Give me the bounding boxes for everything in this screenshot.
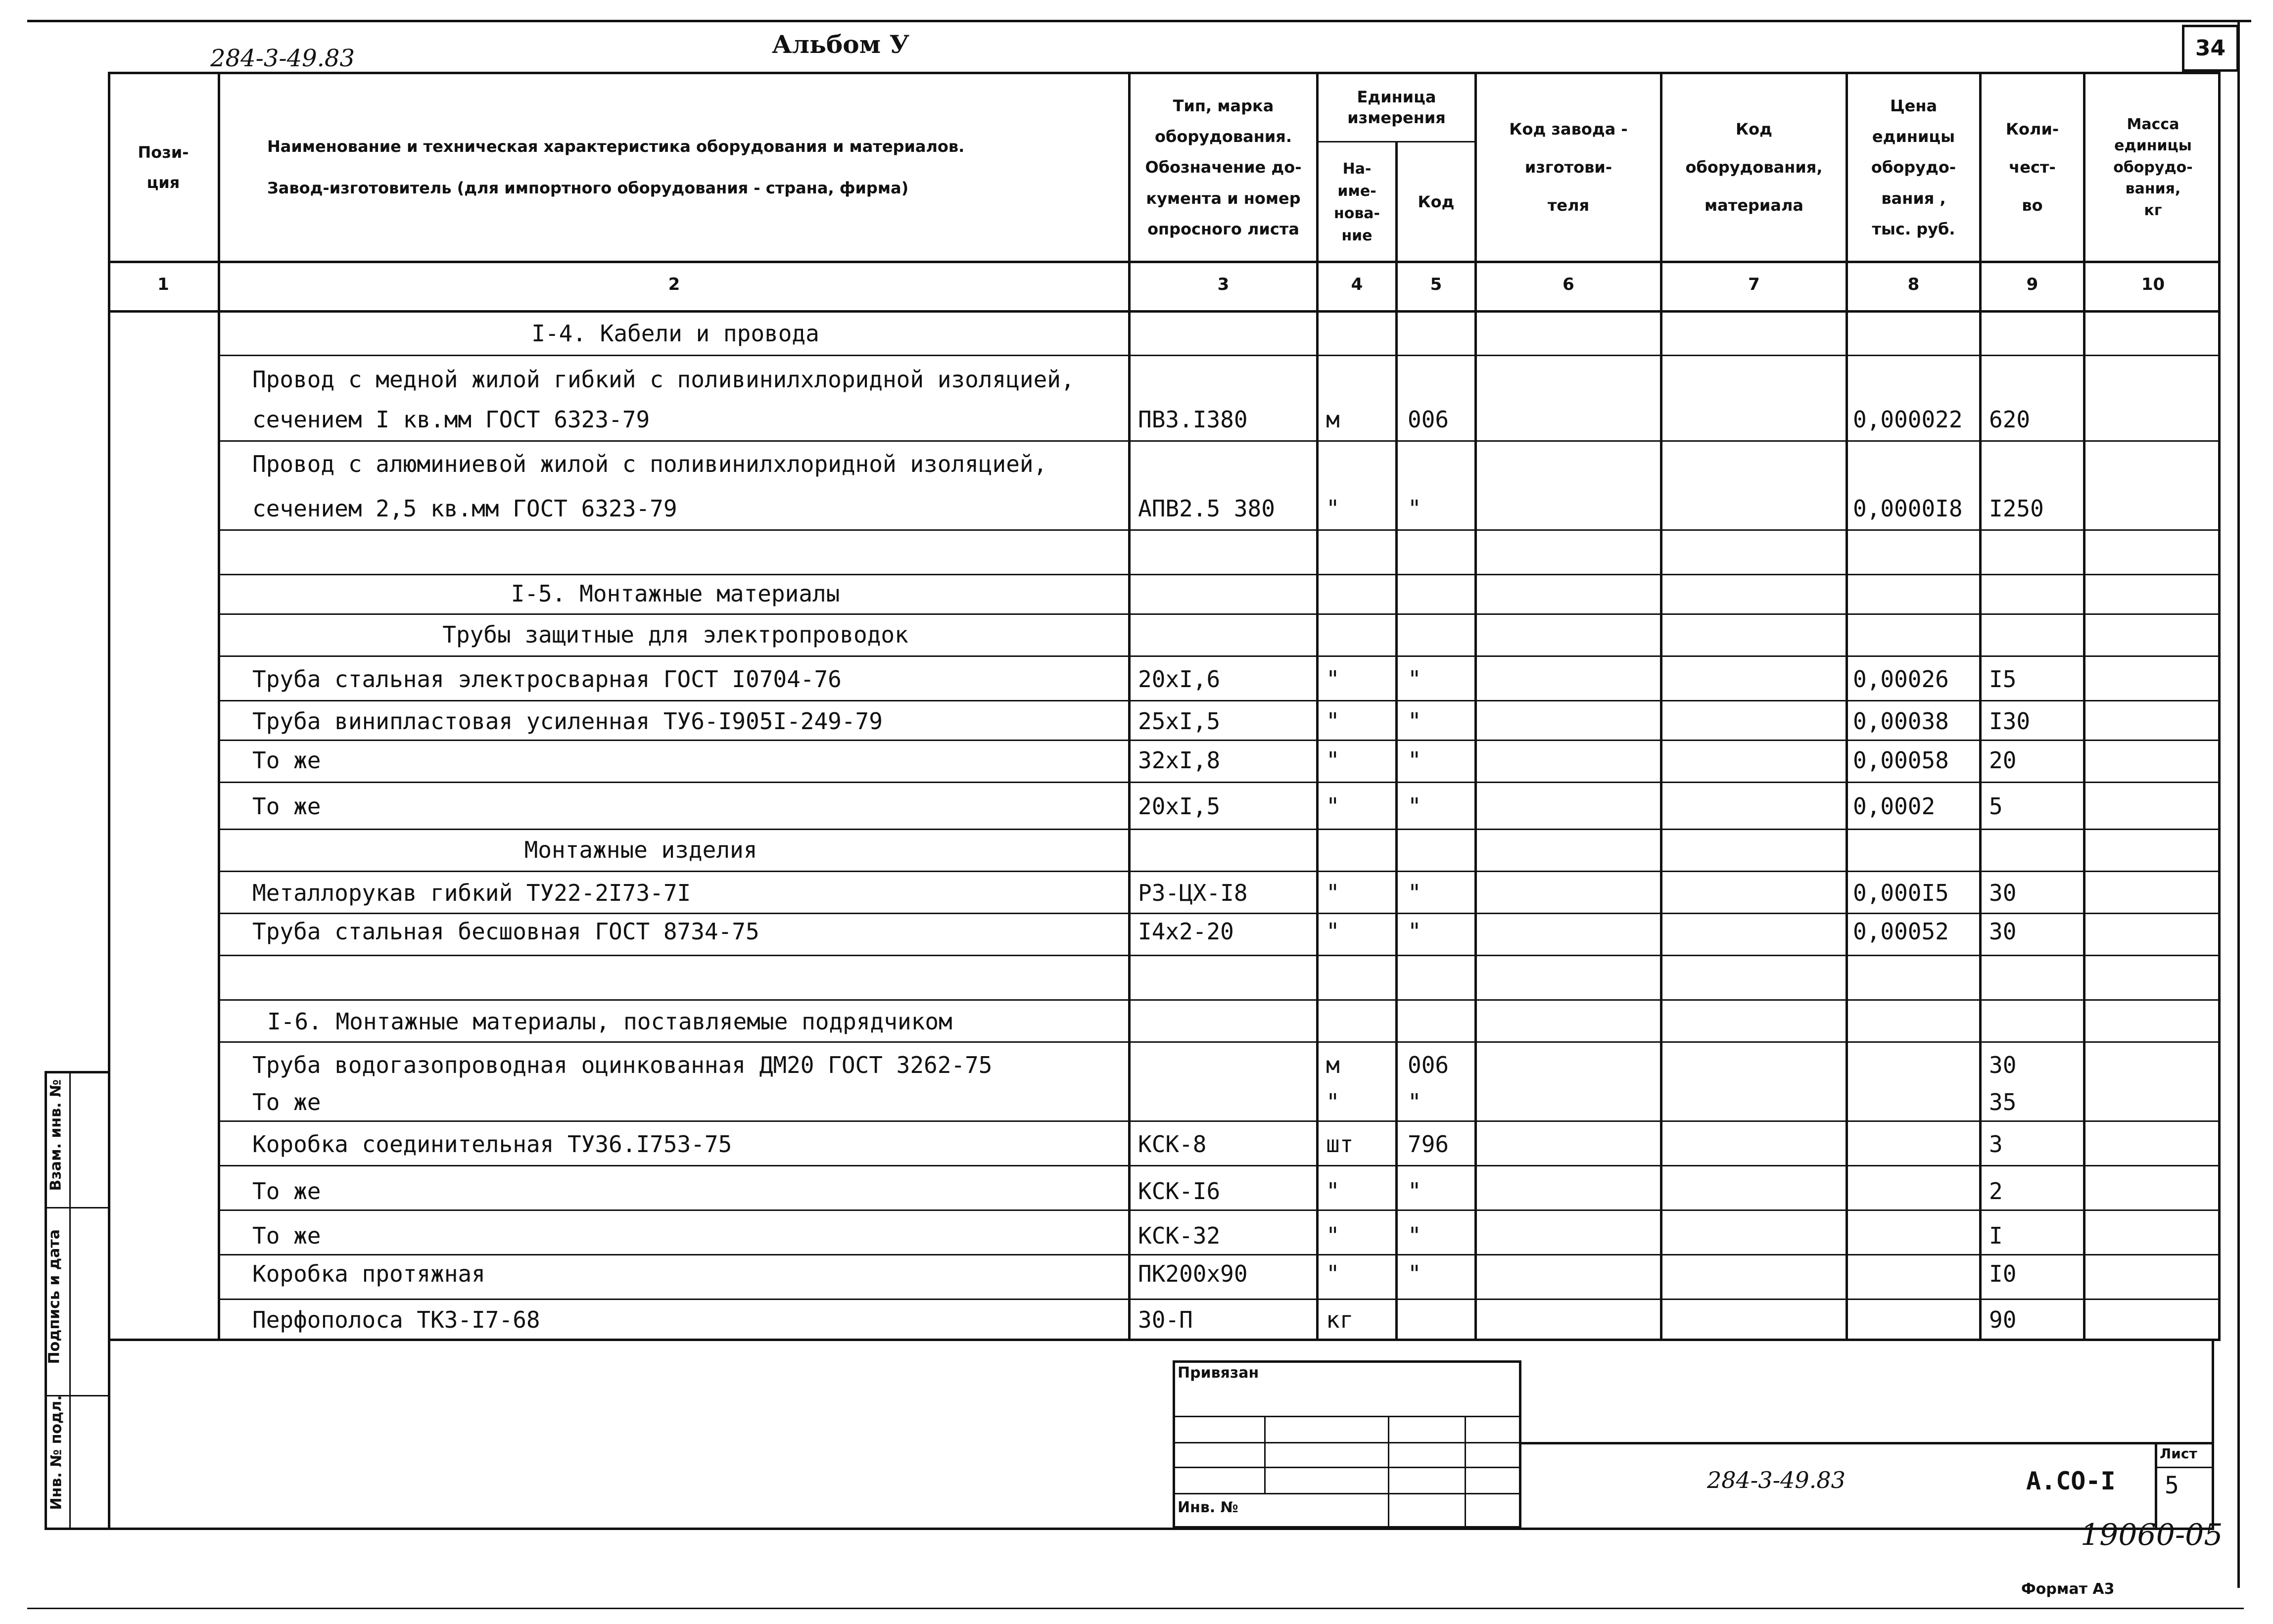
section-title: I-5. Монтажные материалы — [511, 580, 840, 607]
item-name: То же — [252, 1088, 321, 1115]
header-unit-name: На- име- нова- ние — [1333, 160, 1380, 244]
subsection-title: Монтажные изделия — [524, 836, 758, 863]
item-unit-code: " — [1408, 495, 1421, 522]
page-number: 34 — [2195, 36, 2226, 61]
item-quantity: 30 — [1989, 918, 2017, 945]
bottom-frame-bottom — [45, 1528, 2214, 1530]
table-row — [0, 574, 2273, 613]
item-quantity: 30 — [1989, 880, 2017, 906]
item-price: 0,00026 — [1853, 665, 1949, 693]
item-unit: шт — [1326, 1130, 1354, 1158]
item-name: сечением 2,5 кв.мм ГОСТ 6323-79 — [252, 495, 677, 522]
table-row — [0, 829, 2273, 871]
section-title: I-6. Монтажные материалы, поставляемые подрядчиком — [267, 1008, 952, 1035]
item-quantity: 20 — [1989, 747, 2017, 774]
title-list-line — [2155, 1467, 2212, 1468]
item-name: Металлорукав гибкий ТУ22-2I73-7I — [252, 880, 691, 906]
item-unit: " — [1326, 495, 1340, 522]
side-label-podpis: Подпись и дата — [46, 1229, 63, 1364]
table-row — [0, 360, 2273, 399]
table-row — [0, 1252, 2273, 1296]
side-label-vzam: Взам. инв. № — [47, 1079, 65, 1191]
item-unit-code: " — [1408, 665, 1421, 693]
header-unit: Единица измерения — [1347, 87, 1446, 127]
item-unit: " — [1326, 880, 1340, 906]
title-list-label: Лист — [2160, 1445, 2197, 1462]
header-position: Пози- ция — [138, 142, 189, 192]
table-row — [0, 741, 2273, 780]
item-unit-code: " — [1408, 880, 1421, 906]
header-type: Тип, марка оборудования. Обозначение до- кумента и номер опросного листа — [1145, 96, 1302, 239]
table-row — [0, 312, 2273, 355]
item-quantity: I30 — [1989, 707, 2031, 735]
table-row — [0, 1002, 2273, 1041]
stamp-line — [1173, 1467, 1521, 1468]
item-name: То же — [252, 1222, 321, 1249]
item-quantity: I0 — [1989, 1260, 2017, 1287]
table-row — [0, 613, 2273, 655]
item-name: То же — [252, 747, 321, 774]
archive-number: 19060-05 — [2081, 1518, 2223, 1552]
item-type: КСК-I6 — [1138, 1177, 1221, 1205]
stamp-vline — [1465, 1416, 1466, 1529]
item-unit-code: " — [1408, 1177, 1421, 1205]
row-line — [218, 1165, 2221, 1166]
item-name: То же — [252, 793, 321, 820]
colnum-6: 6 — [1563, 275, 1574, 294]
privyazan-label: Привязан — [1178, 1364, 1259, 1382]
frame-top — [27, 20, 2251, 22]
header-unit-price: Цена единицы оборудо- вания , тыс. руб. — [1871, 96, 1956, 239]
item-unit: " — [1326, 918, 1340, 945]
colnum-8: 8 — [1907, 275, 1920, 294]
row-line — [218, 700, 2221, 701]
table-row — [0, 702, 2273, 740]
item-type: 30-П — [1138, 1306, 1193, 1333]
table-row — [0, 873, 2273, 913]
table-row — [0, 784, 2273, 829]
item-quantity: I5 — [1989, 665, 2017, 693]
stamp-vline — [1388, 1416, 1389, 1529]
colnum-3: 3 — [1217, 275, 1230, 294]
item-unit: " — [1326, 1222, 1340, 1249]
item-unit: " — [1326, 1260, 1340, 1287]
item-unit-code: " — [1408, 1260, 1421, 1287]
item-unit: кг — [1326, 1306, 1354, 1333]
item-type: Р3-ЦХ-I8 — [1138, 880, 1248, 906]
stamp-inv-label: Инв. № — [1178, 1499, 1238, 1516]
header-equipment-code: Код оборудования, материала — [1685, 120, 1823, 215]
table-row — [0, 487, 2273, 529]
item-type: 20xI,5 — [1138, 793, 1221, 820]
item-type: АПВ2.5 380 — [1138, 495, 1275, 522]
colnum-10: 10 — [2141, 275, 2165, 294]
item-unit: " — [1326, 1177, 1340, 1205]
row-line — [218, 1120, 2221, 1122]
item-price: 0,00038 — [1853, 707, 1949, 735]
format-label: Формат А3 — [2021, 1580, 2115, 1598]
item-price: 0,0000I8 — [1853, 495, 1963, 522]
colnum-9: 9 — [2026, 275, 2038, 294]
item-unit-code: " — [1408, 1088, 1421, 1115]
item-unit-code: 006 — [1408, 406, 1449, 433]
header-plant-code: Код завода - изготови- теля — [1509, 120, 1628, 215]
item-unit-code: 796 — [1408, 1130, 1449, 1158]
title-list-divider — [2155, 1442, 2157, 1529]
colnum-2: 2 — [668, 275, 680, 294]
table-row — [0, 1214, 2273, 1256]
item-quantity: I250 — [1989, 495, 2044, 522]
row-line — [218, 440, 2221, 442]
item-name: Труба водогазопроводная оцинкованная ДМ20 ГОСТ 3262-75 — [252, 1051, 993, 1078]
item-type: 25xI,5 — [1138, 707, 1221, 735]
stamp-vline — [1264, 1416, 1266, 1493]
table-row — [0, 1299, 2273, 1341]
item-name: сечением I кв.мм ГОСТ 6323-79 — [252, 406, 650, 433]
item-name: То же — [252, 1177, 321, 1205]
table-row — [0, 398, 2273, 440]
item-unit-code: " — [1408, 793, 1421, 820]
item-unit: " — [1326, 665, 1340, 693]
stamp-line — [1173, 1493, 1521, 1494]
item-price: 0,0002 — [1853, 793, 1936, 820]
item-quantity: 620 — [1989, 406, 2031, 433]
table-row — [0, 1083, 2273, 1120]
item-name: Труба стальная бесшовная ГОСТ 8734-75 — [252, 918, 759, 945]
table-row — [0, 1044, 2273, 1086]
row-line — [218, 655, 2221, 657]
item-unit-code: " — [1408, 707, 1421, 735]
item-price: 0,000I5 — [1853, 880, 1949, 906]
item-name: Провод с медной жилой гибкий с поливинилхлоридной изоляцией, — [252, 366, 1075, 393]
bottom-frame-right — [2212, 1341, 2214, 1529]
item-unit-code: " — [1408, 918, 1421, 945]
item-name: Коробка протяжная — [252, 1260, 485, 1287]
side-strip-top — [45, 1071, 109, 1073]
item-unit: " — [1326, 707, 1340, 735]
row-line — [218, 999, 2221, 1001]
item-type: I4x2-20 — [1138, 918, 1234, 945]
stamp-line — [1173, 1416, 1521, 1417]
title-mark: А.СО-I — [2026, 1467, 2116, 1495]
item-name: Провод с алюминиевой жилой с поливинилхлоридной изоляцией, — [252, 450, 1047, 477]
colnum-7: 7 — [1748, 275, 1760, 294]
row-line — [218, 355, 2221, 356]
item-name: Перфополоса ТК3-I7-68 — [252, 1306, 540, 1333]
item-price: 0,00058 — [1853, 747, 1949, 774]
side-strip-line — [45, 1207, 109, 1208]
frame-bottom — [27, 1608, 2244, 1609]
album-title: Альбом У — [772, 30, 910, 59]
header-unit-code: Код — [1418, 192, 1455, 212]
title-block-top — [1521, 1442, 2214, 1444]
item-type: ПК200x90 — [1138, 1260, 1248, 1287]
item-name: Коробка соединительная ТУ36.I753-75 — [252, 1130, 732, 1158]
subsection-title: Трубы защитные для электропроводок — [442, 621, 908, 648]
item-quantity: I — [1989, 1222, 2003, 1249]
title-list-number: 5 — [2165, 1472, 2179, 1499]
header-name: Наименование и техническая характеристика оборудования и материалов. Завод-изготовитель (для импортного оборудования - страна, фирма) — [267, 137, 965, 197]
item-type: 32xI,8 — [1138, 747, 1221, 774]
colnum-5: 5 — [1430, 275, 1442, 294]
item-unit: " — [1326, 747, 1340, 774]
item-quantity: 30 — [1989, 1051, 2017, 1078]
table-row — [0, 658, 2273, 700]
item-quantity: 3 — [1989, 1130, 2003, 1158]
row-line — [218, 1041, 2221, 1043]
item-type: КСК-8 — [1138, 1130, 1207, 1158]
item-unit: " — [1326, 1088, 1340, 1115]
item-quantity: 35 — [1989, 1088, 2017, 1115]
side-label-inv-podl: Инв. № подл. — [47, 1395, 65, 1510]
stamp-line — [1173, 1442, 1521, 1443]
item-type: 20xI,6 — [1138, 665, 1221, 693]
table-row — [0, 443, 2273, 485]
bottom-frame-left — [108, 1341, 110, 1529]
side-strip-mid — [69, 1071, 71, 1529]
row-line — [218, 782, 2221, 783]
item-unit: м — [1326, 1051, 1340, 1078]
header-unit-mass: Масса единицы оборудо- вания, кг — [2113, 115, 2193, 219]
item-quantity: 2 — [1989, 1177, 2003, 1205]
item-unit: " — [1326, 793, 1340, 820]
item-type: ПВЗ.I380 — [1138, 406, 1248, 433]
section-title: I-4. Кабели и провода — [531, 320, 819, 347]
document-code-top: 284-3-49.83 — [210, 45, 355, 72]
item-unit-code: " — [1408, 1222, 1421, 1249]
table-row — [0, 955, 2273, 999]
table-row — [0, 910, 2273, 952]
table-row — [0, 1170, 2273, 1212]
item-name: Труба стальная электросварная ГОСТ I0704-76 — [252, 665, 842, 693]
item-unit: м — [1326, 406, 1340, 433]
title-document-code: 284-3-49.83 — [1707, 1467, 1846, 1493]
table-row — [0, 1123, 2273, 1165]
item-price: 0,00052 — [1853, 918, 1949, 945]
item-quantity: 5 — [1989, 793, 2003, 820]
table-row — [0, 529, 2273, 574]
colnum-1: 1 — [157, 275, 169, 294]
item-price: 0,000022 — [1853, 406, 1963, 433]
item-unit-code: 006 — [1408, 1051, 1449, 1078]
row-line — [218, 871, 2221, 872]
item-type: КСК-32 — [1138, 1222, 1221, 1249]
colnum-4: 4 — [1351, 275, 1363, 294]
item-quantity: 90 — [1989, 1306, 2017, 1333]
header-quantity: Коли- чест- во — [2005, 120, 2059, 215]
item-name: Труба винипластовая усиленная ТУ6-I905I-249-79 — [252, 707, 883, 735]
item-unit-code: " — [1408, 747, 1421, 774]
